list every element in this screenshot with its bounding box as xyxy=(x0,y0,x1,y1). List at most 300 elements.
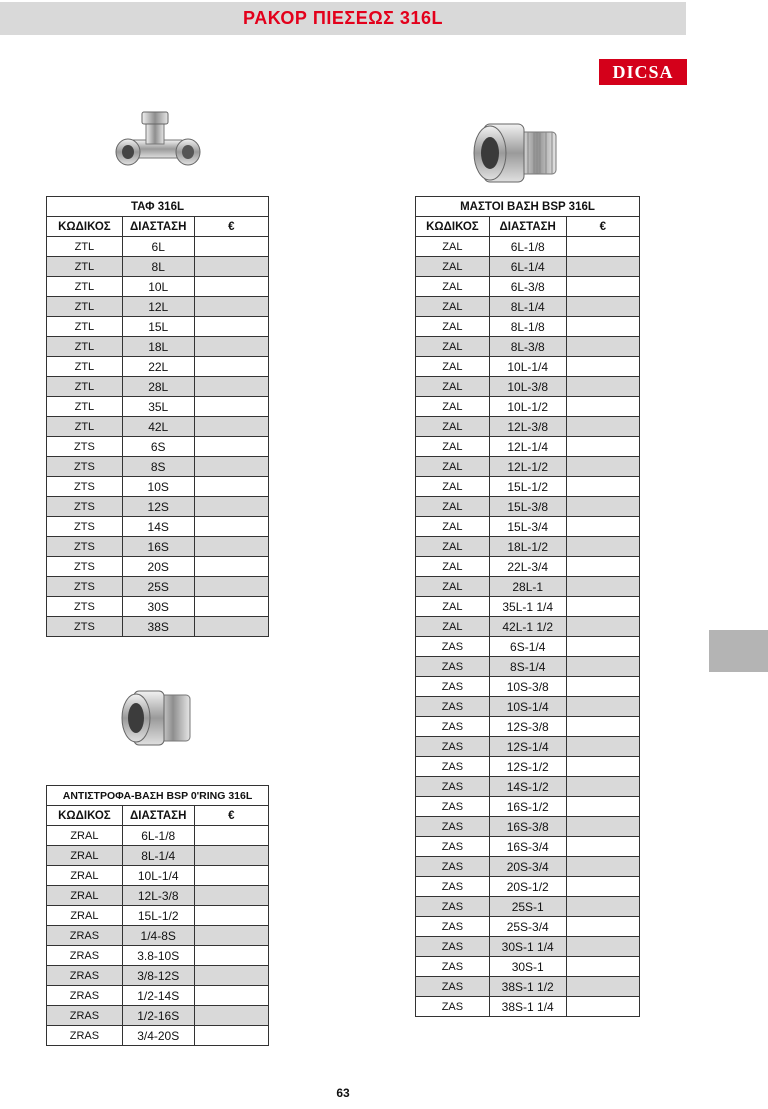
price-cell xyxy=(566,777,639,797)
price-cell xyxy=(566,557,639,577)
product-dimension: 10L-1/2 xyxy=(489,397,566,417)
product-code: ZAL xyxy=(416,597,490,617)
product-dimension: 6L-3/8 xyxy=(489,277,566,297)
product-code: ZAS xyxy=(416,777,490,797)
product-dimension: 6L xyxy=(122,237,194,257)
table-row xyxy=(416,697,640,717)
table-row xyxy=(416,457,640,477)
price-cell xyxy=(194,297,268,317)
brand-name: DICSA xyxy=(612,61,674,82)
table-row xyxy=(416,777,640,797)
page-title-bar xyxy=(0,2,686,35)
table-row xyxy=(416,617,640,637)
price-cell xyxy=(194,317,268,337)
table-row xyxy=(416,797,640,817)
table-row xyxy=(47,537,269,557)
product-dimension: 20S xyxy=(122,557,194,577)
product-dimension: 10S xyxy=(122,477,194,497)
table-row xyxy=(416,377,640,397)
table-row xyxy=(47,946,269,966)
price-cell xyxy=(566,837,639,857)
price-cell xyxy=(194,886,268,906)
product-code: ZTS xyxy=(47,537,123,557)
product-dimension: 22L xyxy=(122,357,194,377)
price-cell xyxy=(194,477,268,497)
table-row xyxy=(416,237,640,257)
product-dimension: 8L-1/4 xyxy=(489,297,566,317)
table-row xyxy=(47,966,269,986)
product-dimension: 38S-1 1/2 xyxy=(489,977,566,997)
price-cell xyxy=(194,437,268,457)
product-code: ZAS xyxy=(416,697,490,717)
price-cell xyxy=(194,417,268,437)
product-code: ZAS xyxy=(416,717,490,737)
price-cell xyxy=(566,737,639,757)
page-title: ΡΑΚΟΡ ΠΙΕΣΕΩΣ 316L xyxy=(243,8,443,28)
product-dimension: 8L xyxy=(122,257,194,277)
table-row xyxy=(416,417,640,437)
product-code: ZAS xyxy=(416,837,490,857)
table-row xyxy=(47,866,269,886)
price-cell xyxy=(194,397,268,417)
price-cell xyxy=(194,926,268,946)
product-code: ZAL xyxy=(416,417,490,437)
product-code: ZAS xyxy=(416,997,490,1017)
product-dimension: 12S-1/2 xyxy=(489,757,566,777)
table-row xyxy=(416,537,640,557)
table-row xyxy=(416,277,640,297)
price-cell xyxy=(194,866,268,886)
table-row xyxy=(47,357,269,377)
price-cell xyxy=(566,577,639,597)
product-code: ZAL xyxy=(416,437,490,457)
product-dimension: 35L-1 1/4 xyxy=(489,597,566,617)
product-code: ZTS xyxy=(47,577,123,597)
product-dimension: 16S xyxy=(122,537,194,557)
product-code: ZTS xyxy=(47,477,123,497)
product-dimension: 12L-3/8 xyxy=(122,886,194,906)
price-cell xyxy=(566,937,639,957)
column-header-price: € xyxy=(194,217,268,237)
product-dimension: 8L-1/4 xyxy=(122,846,194,866)
product-code: ZRAS xyxy=(47,986,123,1006)
table-row xyxy=(416,977,640,997)
product-code: ZAL xyxy=(416,617,490,637)
product-dimension: 35L xyxy=(122,397,194,417)
table-row xyxy=(416,817,640,837)
product-dimension: 6L-1/4 xyxy=(489,257,566,277)
product-dimension: 12S xyxy=(122,497,194,517)
table-row xyxy=(416,317,640,337)
product-code: ZAL xyxy=(416,257,490,277)
product-dimension: 6S-1/4 xyxy=(489,637,566,657)
table-row xyxy=(47,906,269,926)
table-row xyxy=(416,837,640,857)
product-dimension: 25S-1 xyxy=(489,897,566,917)
table-row xyxy=(47,437,269,457)
product-code: ZTL xyxy=(47,257,123,277)
product-code: ZRAL xyxy=(47,846,123,866)
product-dimension: 15L-1/2 xyxy=(122,906,194,926)
product-code: ZAL xyxy=(416,497,490,517)
product-dimension: 30S-1 xyxy=(489,957,566,977)
product-dimension: 10S-1/4 xyxy=(489,697,566,717)
price-cell xyxy=(566,397,639,417)
product-dimension: 25S xyxy=(122,577,194,597)
product-code: ZAL xyxy=(416,377,490,397)
price-cell xyxy=(566,317,639,337)
product-dimension: 12L-1/2 xyxy=(489,457,566,477)
price-cell xyxy=(566,597,639,617)
table-row xyxy=(416,557,640,577)
price-cell xyxy=(566,437,639,457)
table-row xyxy=(47,577,269,597)
price-cell xyxy=(194,557,268,577)
product-code: ZAL xyxy=(416,277,490,297)
price-cell xyxy=(566,417,639,437)
product-code: ZTL xyxy=(47,417,123,437)
price-cell xyxy=(194,497,268,517)
price-cell xyxy=(566,977,639,997)
price-cell xyxy=(194,906,268,926)
product-dimension: 6L-1/8 xyxy=(489,237,566,257)
price-cell xyxy=(566,477,639,497)
product-code: ZTL xyxy=(47,357,123,377)
product-dimension: 30S-1 1/4 xyxy=(489,937,566,957)
table-row xyxy=(47,377,269,397)
product-dimension: 25S-3/4 xyxy=(489,917,566,937)
table-title: ΜΑΣΤΟΙ ΒΑΣΗ BSP 316L xyxy=(416,197,640,217)
side-tab-marker xyxy=(709,630,768,672)
price-cell xyxy=(194,377,268,397)
product-code: ZTL xyxy=(47,297,123,317)
product-code: ZAL xyxy=(416,297,490,317)
price-cell xyxy=(566,957,639,977)
price-cell xyxy=(194,597,268,617)
price-cell xyxy=(566,817,639,837)
price-cell xyxy=(566,897,639,917)
product-dimension: 12L-3/8 xyxy=(489,417,566,437)
price-cell xyxy=(194,846,268,866)
table-row xyxy=(416,677,640,697)
price-cell xyxy=(194,1026,268,1046)
product-dimension: 14S-1/2 xyxy=(489,777,566,797)
product-code: ZAL xyxy=(416,397,490,417)
product-code: ZRAS xyxy=(47,1006,123,1026)
tee-fitting-image xyxy=(108,110,204,176)
price-cell xyxy=(194,277,268,297)
product-dimension: 10S-3/8 xyxy=(489,677,566,697)
product-code: ZAS xyxy=(416,817,490,837)
price-cell xyxy=(566,257,639,277)
product-code: ZAL xyxy=(416,537,490,557)
column-header-code: ΚΩΔΙΚΟΣ xyxy=(47,806,123,826)
table-row xyxy=(47,886,269,906)
product-dimension: 15L-3/4 xyxy=(489,517,566,537)
price-cell xyxy=(566,377,639,397)
product-code: ZRAL xyxy=(47,886,123,906)
column-header-price: € xyxy=(194,806,268,826)
price-cell xyxy=(566,677,639,697)
price-cell xyxy=(566,337,639,357)
column-header-price: € xyxy=(566,217,639,237)
price-cell xyxy=(566,497,639,517)
product-code: ZAS xyxy=(416,977,490,997)
price-cell xyxy=(194,966,268,986)
price-cell xyxy=(566,637,639,657)
table-row xyxy=(416,517,640,537)
table-row xyxy=(47,986,269,1006)
product-dimension: 1/2-14S xyxy=(122,986,194,1006)
product-code: ZAL xyxy=(416,357,490,377)
product-code: ZTL xyxy=(47,277,123,297)
product-code: ZTS xyxy=(47,517,123,537)
product-code: ZTL xyxy=(47,397,123,417)
product-dimension: 18L-1/2 xyxy=(489,537,566,557)
reverse-adapter-image xyxy=(118,683,198,753)
product-code: ZAL xyxy=(416,557,490,577)
product-dimension: 30S xyxy=(122,597,194,617)
column-header-dimension: ΔΙΑΣΤΑΣΗ xyxy=(122,217,194,237)
product-dimension: 42L xyxy=(122,417,194,437)
table-row xyxy=(416,477,640,497)
table-row xyxy=(47,926,269,946)
price-cell xyxy=(566,297,639,317)
product-code: ZAL xyxy=(416,457,490,477)
product-code: ZAS xyxy=(416,797,490,817)
table-row xyxy=(47,317,269,337)
column-header-code: ΚΩΔΙΚΟΣ xyxy=(47,217,123,237)
product-code: ZAL xyxy=(416,237,490,257)
table-row xyxy=(416,497,640,517)
price-cell xyxy=(194,237,268,257)
price-cell xyxy=(566,617,639,637)
price-cell xyxy=(194,537,268,557)
product-code: ZAS xyxy=(416,917,490,937)
product-dimension: 12S-1/4 xyxy=(489,737,566,757)
product-dimension: 16S-3/8 xyxy=(489,817,566,837)
product-code: ZRAL xyxy=(47,906,123,926)
product-dimension: 16S-1/2 xyxy=(489,797,566,817)
page-number: 63 xyxy=(336,1086,350,1100)
product-dimension: 22L-3/4 xyxy=(489,557,566,577)
product-code: ZAS xyxy=(416,677,490,697)
table-row xyxy=(416,337,640,357)
price-cell xyxy=(566,717,639,737)
product-dimension: 6L-1/8 xyxy=(122,826,194,846)
product-dimension: 8L-1/8 xyxy=(489,317,566,337)
price-cell xyxy=(566,857,639,877)
table-row xyxy=(47,1006,269,1026)
product-code: ZTS xyxy=(47,457,123,477)
column-header-code: ΚΩΔΙΚΟΣ xyxy=(416,217,490,237)
table-row xyxy=(47,517,269,537)
product-code: ZRAL xyxy=(47,866,123,886)
table-row xyxy=(416,737,640,757)
table-row xyxy=(416,397,640,417)
product-dimension: 10L-1/4 xyxy=(489,357,566,377)
product-dimension: 10L-3/8 xyxy=(489,377,566,397)
price-cell xyxy=(194,1006,268,1026)
taf-table xyxy=(46,196,269,637)
table-row xyxy=(416,357,640,377)
product-code: ZTL xyxy=(47,237,123,257)
table-row xyxy=(47,477,269,497)
table-title: ΑΝΤΙΣΤΡΟΦΑ-ΒΑΣΗ BSP 0'RING 316L xyxy=(47,786,269,806)
product-code: ZTL xyxy=(47,377,123,397)
price-cell xyxy=(194,457,268,477)
table-row xyxy=(416,297,640,317)
table-row xyxy=(47,597,269,617)
price-cell xyxy=(566,877,639,897)
product-dimension: 20S-3/4 xyxy=(489,857,566,877)
product-dimension: 15L-1/2 xyxy=(489,477,566,497)
product-dimension: 12S-3/8 xyxy=(489,717,566,737)
table-row xyxy=(47,557,269,577)
product-dimension: 8S xyxy=(122,457,194,477)
table-row xyxy=(416,957,640,977)
price-cell xyxy=(566,697,639,717)
product-code: ZTS xyxy=(47,597,123,617)
table-row xyxy=(47,297,269,317)
product-dimension: 42L-1 1/2 xyxy=(489,617,566,637)
product-code: ZAS xyxy=(416,897,490,917)
product-code: ZAL xyxy=(416,337,490,357)
table-row xyxy=(47,497,269,517)
product-dimension: 15L xyxy=(122,317,194,337)
price-cell xyxy=(194,357,268,377)
product-code: ZRAS xyxy=(47,926,123,946)
table-row xyxy=(416,637,640,657)
product-code: ZTS xyxy=(47,437,123,457)
product-dimension: 8S-1/4 xyxy=(489,657,566,677)
product-code: ZRAS xyxy=(47,946,123,966)
product-dimension: 15L-3/8 xyxy=(489,497,566,517)
product-code: ZAS xyxy=(416,657,490,677)
product-dimension: 12L xyxy=(122,297,194,317)
product-dimension: 20S-1/2 xyxy=(489,877,566,897)
table-row xyxy=(47,257,269,277)
price-cell xyxy=(566,357,639,377)
product-dimension: 10L-1/4 xyxy=(122,866,194,886)
product-code: ZAL xyxy=(416,577,490,597)
price-cell xyxy=(566,457,639,477)
product-dimension: 28L xyxy=(122,377,194,397)
price-cell xyxy=(194,337,268,357)
table-row xyxy=(47,1026,269,1046)
product-dimension: 14S xyxy=(122,517,194,537)
product-dimension: 3.8-10S xyxy=(122,946,194,966)
product-code: ZTL xyxy=(47,337,123,357)
male-stud-table xyxy=(415,196,640,1017)
price-cell xyxy=(566,917,639,937)
table-row xyxy=(416,877,640,897)
table-row xyxy=(47,457,269,477)
price-cell xyxy=(194,257,268,277)
price-cell xyxy=(566,757,639,777)
product-dimension: 3/4-20S xyxy=(122,1026,194,1046)
table-row xyxy=(416,997,640,1017)
price-cell xyxy=(566,797,639,817)
table-row xyxy=(416,657,640,677)
brand-logo xyxy=(599,59,687,85)
price-cell xyxy=(194,826,268,846)
product-code: ZAS xyxy=(416,857,490,877)
product-code: ZRAS xyxy=(47,1026,123,1046)
product-code: ZRAS xyxy=(47,966,123,986)
product-code: ZAS xyxy=(416,957,490,977)
table-row xyxy=(416,257,640,277)
table-row xyxy=(47,846,269,866)
product-code: ZAS xyxy=(416,737,490,757)
price-cell xyxy=(566,237,639,257)
product-dimension: 18L xyxy=(122,337,194,357)
price-cell xyxy=(194,986,268,1006)
table-row xyxy=(416,897,640,917)
product-dimension: 1/4-8S xyxy=(122,926,194,946)
price-cell xyxy=(566,997,639,1017)
price-cell xyxy=(566,517,639,537)
price-cell xyxy=(194,617,268,637)
table-row xyxy=(416,937,640,957)
price-cell xyxy=(566,537,639,557)
product-code: ZAS xyxy=(416,757,490,777)
product-dimension: 38S-1 1/4 xyxy=(489,997,566,1017)
table-row xyxy=(47,826,269,846)
table-row xyxy=(416,597,640,617)
product-code: ZTS xyxy=(47,557,123,577)
male-stud-image xyxy=(470,118,566,188)
table-row xyxy=(47,237,269,257)
table-title: ΤΑΦ 316L xyxy=(47,197,269,217)
table-row xyxy=(47,397,269,417)
price-cell xyxy=(194,517,268,537)
price-cell xyxy=(194,577,268,597)
product-code: ZAS xyxy=(416,877,490,897)
product-dimension: 8L-3/8 xyxy=(489,337,566,357)
product-dimension: 10L xyxy=(122,277,194,297)
product-code: ZAS xyxy=(416,637,490,657)
reverse-adapter-table xyxy=(46,785,269,1046)
column-header-dimension: ΔΙΑΣΤΑΣΗ xyxy=(489,217,566,237)
product-dimension: 38S xyxy=(122,617,194,637)
product-code: ZTS xyxy=(47,497,123,517)
table-row xyxy=(416,717,640,737)
product-code: ZAS xyxy=(416,937,490,957)
table-row xyxy=(47,277,269,297)
table-row xyxy=(416,757,640,777)
product-dimension: 1/2-16S xyxy=(122,1006,194,1026)
product-dimension: 16S-3/4 xyxy=(489,837,566,857)
product-dimension: 12L-1/4 xyxy=(489,437,566,457)
product-code: ZRAL xyxy=(47,826,123,846)
price-cell xyxy=(566,277,639,297)
product-code: ZAL xyxy=(416,317,490,337)
product-code: ZTL xyxy=(47,317,123,337)
table-row xyxy=(416,577,640,597)
price-cell xyxy=(194,946,268,966)
table-row xyxy=(47,617,269,637)
product-code: ZAL xyxy=(416,517,490,537)
table-row xyxy=(416,857,640,877)
product-dimension: 6S xyxy=(122,437,194,457)
product-dimension: 28L-1 xyxy=(489,577,566,597)
table-row xyxy=(47,417,269,437)
product-code: ZAL xyxy=(416,477,490,497)
table-row xyxy=(47,337,269,357)
column-header-dimension: ΔΙΑΣΤΑΣΗ xyxy=(122,806,194,826)
price-cell xyxy=(566,657,639,677)
